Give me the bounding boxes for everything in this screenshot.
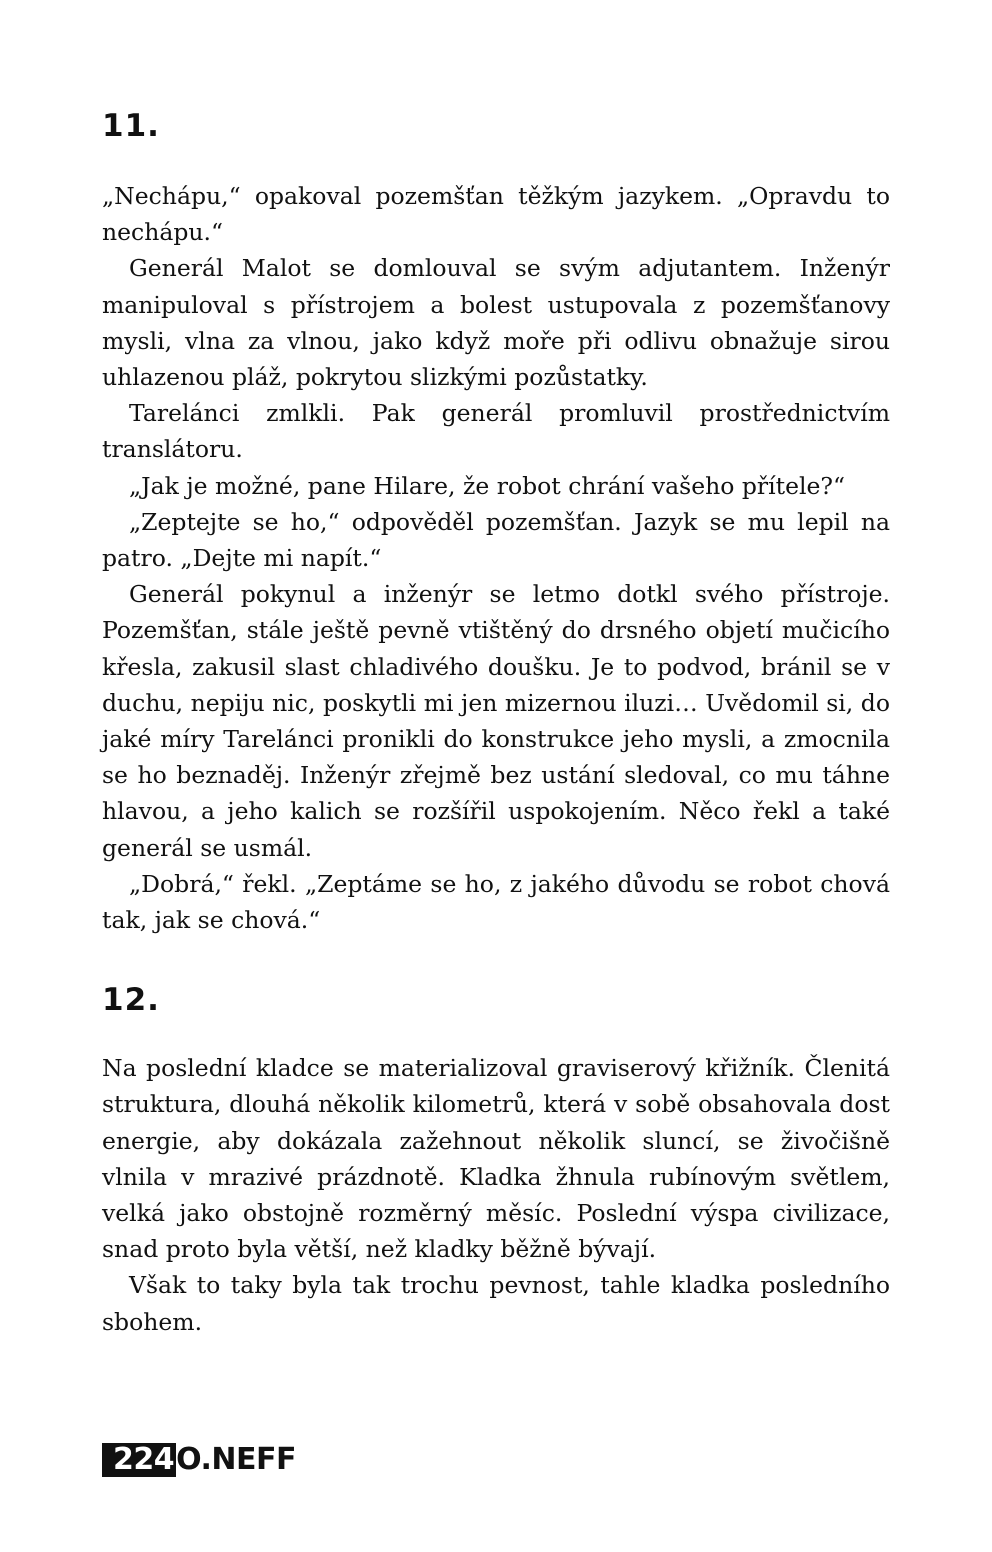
paragraph: Však to taky byla tak trochu pevnost, tahle kladka posledního sbohem. (102, 1271, 890, 1336)
chapter-heading-12: 12. (102, 982, 160, 1019)
paragraph: Generál Malot se domlouval se svým adjutantem. Inženýr manipuloval s přístrojem a bolest ustupovala z pozemšťanovy mysli, vlna za vlnou, jako když moře při odlivu obnažuje sirou uhlazenou pláž, pokrytou slizkými pozůstatky. (102, 254, 890, 392)
paragraph: Tarelánci zmlkli. Pak generál promluvil prostřednictvím translátoru. (102, 399, 890, 464)
page-footer (102, 1443, 296, 1477)
paragraph: Na poslední kladce se materializoval graviserový křižník. Členitá struktura, dlouhá několik kilometrů, která v sobě obsahovala dost energie, aby dokázala zažehnout několik sluncí, se živočišně vlnila v mrazivé prázdnotě. Kladka žhnula rubínovým světlem, velká jako obstojně rozměrný měsíc. Poslední výspa civilizace, snad proto byla větší, než kladky běžně bývají. (102, 1054, 890, 1264)
paragraph: „Nechápu,“ opakoval pozemšťan těžkým jazykem. „Opravdu to nechápu.“ (102, 182, 890, 247)
paragraph: „Jak je možné, pane Hilare, že robot chrání vašeho přítele?“ (129, 471, 846, 500)
chapter-11-text (102, 178, 890, 938)
paragraph: „Dobrá,“ řekl. „Zeptáme se ho, z jakého důvodu se robot chová tak, jak se chová.“ (102, 869, 890, 935)
page-number: 224 (102, 1443, 176, 1477)
paragraph: Generál pokynul a inženýr se letmo dotkl svého přístroje. Pozemšťan, stále ještě pevně vtištěný do drsného objetí mučicího křesla, zakusil slast chladivého doušku. Je to podvod, bránil se v duchu, nepiju nic, poskytli mi jen mizernou iluzi… Uvědomil si, do jaké míry Tarelánci pronikli do konstrukce jeho mysli, a zmocnila se ho beznaděj. Inženýr zřejmě bez ustání sledoval, co mu táhne hlavou, a jeho kalich se rozšířil uspokojením. Něco řekl a také generál se usmál. (102, 580, 890, 862)
chapter-12-text (102, 1050, 890, 1340)
paragraph: „Zeptejte se ho,“ odpověděl pozemšťan. Jazyk se mu lepil na patro. „Dejte mi napít.“ (102, 507, 890, 573)
page-body (102, 108, 890, 1340)
chapter-heading-11: 11. (102, 108, 160, 144)
author-name: O.NEFF (176, 1442, 296, 1477)
